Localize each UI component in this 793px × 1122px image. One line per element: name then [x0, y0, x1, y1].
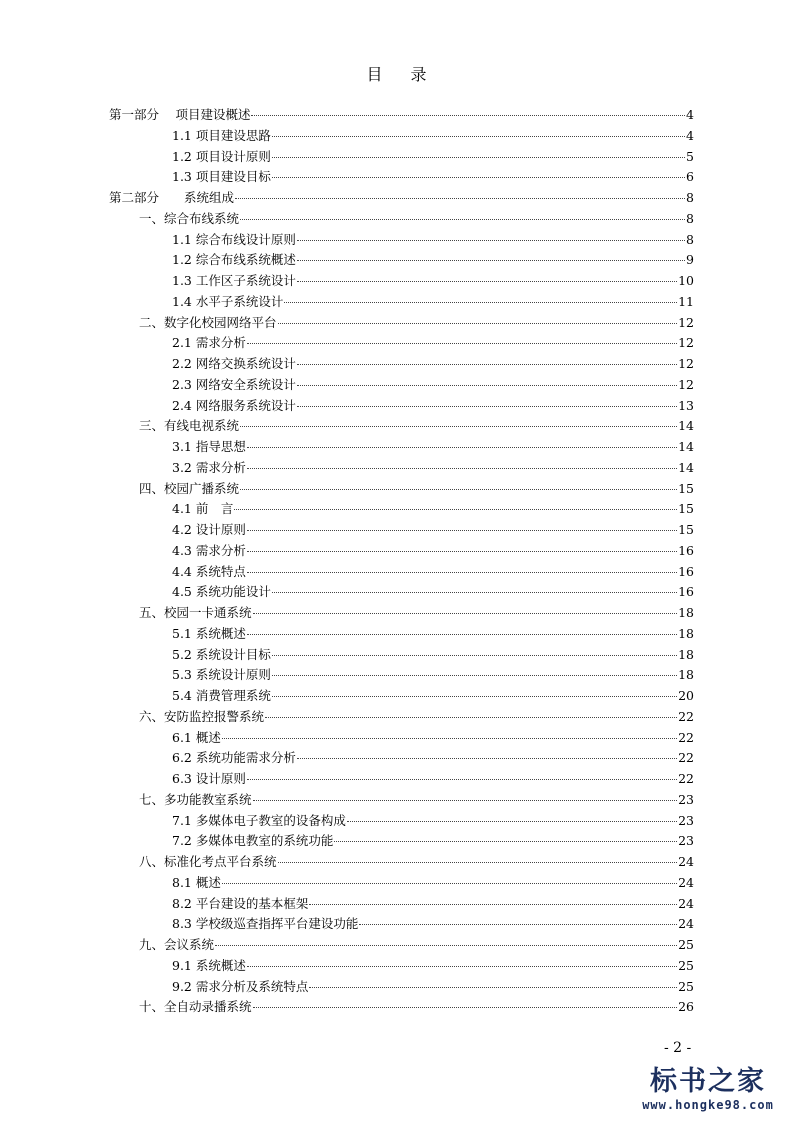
- toc-entry-page: 18: [678, 646, 694, 662]
- watermark-logo: [628, 1066, 788, 1112]
- toc-leader-dots: [247, 343, 677, 344]
- toc-leader-dots: [247, 468, 677, 469]
- toc-entry[interactable]: [109, 831, 694, 852]
- toc-leader-dots: [334, 841, 677, 842]
- toc-entry-page: 10: [678, 273, 694, 288]
- toc-leader-dots: [247, 551, 677, 552]
- toc-entry[interactable]: [109, 769, 694, 790]
- toc-entry[interactable]: [109, 167, 694, 188]
- toc-entry[interactable]: [109, 811, 694, 832]
- toc-leader-dots: [247, 572, 677, 573]
- toc-entry-label: 9.1 系统概述: [172, 957, 246, 973]
- toc-entry-page: 12: [678, 314, 694, 330]
- toc-entry[interactable]: [109, 479, 694, 500]
- toc-entry-label: 1.4 水平子系统设计: [172, 293, 284, 309]
- toc-entry[interactable]: [109, 209, 694, 230]
- toc-entry[interactable]: [109, 748, 694, 769]
- toc-entry[interactable]: [109, 956, 694, 977]
- toc-entry-page: 12: [678, 356, 694, 371]
- toc-entry[interactable]: [109, 665, 694, 686]
- toc-leader-dots: [253, 800, 678, 801]
- toc-entry-page: 15: [678, 480, 694, 496]
- toc-entry[interactable]: [109, 437, 694, 458]
- toc-entry-label: 4.5 系统功能设计: [172, 584, 271, 600]
- toc-entry-page: 26: [678, 999, 694, 1015]
- toc-entry-label: 6.2 系统功能需求分析: [172, 750, 296, 766]
- toc-entry-label: 8.3 学校级巡查指挥平台建设功能: [172, 916, 359, 932]
- toc-entry-page: 6: [686, 169, 694, 185]
- toc-entry[interactable]: [109, 147, 694, 168]
- toc-entry-label: 三、有线电视系统: [139, 418, 240, 434]
- toc-entry[interactable]: [109, 541, 694, 562]
- toc-leader-dots: [247, 966, 677, 967]
- toc-leader-dots: [297, 406, 677, 407]
- toc-entry[interactable]: [109, 499, 694, 520]
- toc-leader-dots: [297, 758, 677, 759]
- toc-entry[interactable]: [109, 105, 694, 126]
- page-title: 目录: [366, 65, 455, 84]
- toc-entry-page: 14: [678, 439, 694, 454]
- toc-leader-dots: [297, 281, 677, 282]
- toc-entry-page: 8: [686, 231, 694, 247]
- toc-entry[interactable]: [109, 126, 694, 147]
- toc-leader-dots: [272, 136, 685, 137]
- toc-entry-page: 23: [678, 833, 694, 849]
- toc-leader-dots: [215, 945, 677, 946]
- toc-leader-dots: [235, 198, 685, 199]
- toc-entry[interactable]: [109, 728, 694, 749]
- toc-leader-dots: [309, 987, 677, 988]
- toc-entry-page: 18: [678, 667, 694, 683]
- toc-entry-label: 第一部分 项目建设概述: [109, 107, 251, 122]
- toc-entry-label: 6.3 设计原则: [172, 771, 246, 786]
- toc-entry[interactable]: [109, 250, 694, 271]
- toc-entry-page: 25: [678, 937, 694, 952]
- toc-entry[interactable]: [109, 396, 694, 417]
- toc-entry-label: 4.4 系统特点: [172, 563, 246, 579]
- toc-entry-page: 8: [686, 210, 694, 226]
- toc-entry-label: 3.2 需求分析: [172, 459, 246, 475]
- toc-entry-label: 5.3 系统设计原则: [172, 667, 271, 683]
- toc-leader-dots: [251, 115, 685, 116]
- table-of-contents: [109, 105, 694, 1018]
- toc-entry-page: 23: [678, 812, 694, 828]
- toc-entry-label: 九、会议系统: [139, 937, 215, 952]
- toc-entry[interactable]: [109, 230, 694, 251]
- toc-leader-dots: [297, 364, 677, 365]
- toc-entry-page: 14: [678, 459, 694, 475]
- toc-entry[interactable]: [109, 582, 694, 603]
- toc-entry[interactable]: [109, 520, 694, 541]
- toc-entry[interactable]: [109, 292, 694, 313]
- toc-entry-page: 8: [686, 190, 694, 205]
- toc-leader-dots: [253, 613, 678, 614]
- toc-entry-label: 一、综合布线系统: [139, 210, 240, 226]
- toc-leader-dots: [222, 738, 677, 739]
- toc-entry[interactable]: [109, 997, 694, 1018]
- toc-leader-dots: [247, 447, 677, 448]
- toc-leader-dots: [272, 696, 677, 697]
- toc-entry-page: 12: [678, 376, 694, 392]
- toc-entry-label: 1.2 项目设计原则: [172, 148, 271, 164]
- toc-entry-label: 2.2 网络交换系统设计: [172, 356, 296, 371]
- toc-entry[interactable]: [109, 977, 694, 998]
- toc-entry-label: 1.2 综合布线系统概述: [172, 252, 296, 268]
- toc-leader-dots: [359, 924, 677, 925]
- toc-leader-dots: [234, 509, 677, 510]
- toc-entry-page: 13: [678, 397, 694, 413]
- toc-entry-page: 22: [678, 729, 694, 745]
- toc-entry-page: 18: [678, 625, 694, 641]
- toc-entry-label: 1.1 项目建设思路: [172, 127, 271, 143]
- toc-entry[interactable]: [109, 562, 694, 583]
- toc-entry-page: 9: [686, 252, 694, 268]
- toc-entry-label: 第二部分 系统组成: [109, 190, 235, 205]
- toc-entry-label: 4.1 前 言: [172, 501, 234, 517]
- toc-leader-dots: [347, 821, 677, 822]
- toc-leader-dots: [297, 385, 677, 386]
- toc-leader-dots: [272, 157, 685, 158]
- toc-entry-label: 二、数字化校园网络平台: [139, 314, 277, 330]
- toc-entry-page: 18: [678, 605, 694, 620]
- toc-entry-label: 1.3 工作区子系统设计: [172, 273, 296, 288]
- toc-entry[interactable]: [109, 375, 694, 396]
- toc-entry-page: 16: [678, 584, 694, 600]
- toc-entry-page: 25: [678, 957, 694, 973]
- toc-entry[interactable]: [109, 271, 694, 292]
- watermark-logo-text: 标书之家: [650, 1066, 766, 1097]
- toc-entry[interactable]: [109, 873, 694, 894]
- toc-entry-label: 八、标准化考点平台系统: [139, 854, 277, 869]
- toc-leader-dots: [278, 323, 678, 324]
- toc-leader-dots: [309, 904, 677, 905]
- toc-entry-label: 5.2 系统设计目标: [172, 646, 271, 662]
- toc-entry-page: 24: [678, 854, 694, 869]
- toc-entry-page: 4: [686, 107, 694, 122]
- toc-leader-dots: [247, 634, 677, 635]
- toc-entry-label: 8.1 概述: [172, 874, 221, 890]
- toc-entry[interactable]: [109, 313, 694, 334]
- toc-leader-dots: [240, 489, 677, 490]
- toc-entry-page: 25: [678, 978, 694, 994]
- toc-leader-dots: [278, 862, 678, 863]
- toc-entry-page: 22: [678, 750, 694, 766]
- toc-entry-page: 11: [678, 293, 694, 309]
- toc-entry-page: 16: [678, 563, 694, 579]
- toc-entry-label: 4.3 需求分析: [172, 542, 246, 558]
- toc-leader-dots: [272, 655, 677, 656]
- toc-entry-label: 四、校园广播系统: [139, 480, 240, 496]
- toc-entry-label: 8.2 平台建设的基本框架: [172, 895, 309, 911]
- toc-leader-dots: [272, 177, 685, 178]
- toc-entry-label: 9.2 需求分析及系统特点: [172, 978, 309, 994]
- toc-entry[interactable]: [109, 914, 694, 935]
- toc-entry-label: 七、多功能教室系统: [139, 791, 252, 807]
- toc-leader-dots: [272, 675, 677, 676]
- toc-entry-page: 12: [678, 335, 694, 351]
- toc-leader-dots: [247, 530, 677, 531]
- toc-entry[interactable]: [109, 603, 694, 624]
- toc-leader-dots: [272, 592, 677, 593]
- page-number: - 2 -: [664, 1040, 692, 1056]
- toc-entry[interactable]: [109, 790, 694, 811]
- toc-entry-label: 1.1 综合布线设计原则: [172, 231, 296, 247]
- toc-entry-label: 十、全自动录播系统: [139, 999, 252, 1015]
- toc-entry-label: 2.3 网络安全系统设计: [172, 376, 296, 392]
- toc-entry[interactable]: [109, 645, 694, 666]
- toc-entry[interactable]: [109, 707, 694, 728]
- toc-entry-label: 3.1 指导思想: [172, 439, 246, 454]
- toc-entry-label: 6.1 概述: [172, 729, 221, 745]
- toc-entry[interactable]: [109, 354, 694, 375]
- toc-entry-label: 1.3 项目建设目标: [172, 169, 271, 185]
- toc-entry-page: 15: [678, 522, 694, 537]
- toc-entry-label: 2.1 需求分析: [172, 335, 246, 351]
- toc-leader-dots: [247, 779, 677, 780]
- toc-entry-page: 16: [678, 542, 694, 558]
- toc-leader-dots: [265, 717, 677, 718]
- toc-leader-dots: [240, 426, 677, 427]
- toc-leader-dots: [297, 260, 685, 261]
- toc-entry-label: 六、安防监控报警系统: [139, 708, 265, 724]
- toc-entry-label: 5.4 消费管理系统: [172, 688, 271, 703]
- toc-entry[interactable]: [109, 188, 694, 209]
- toc-entry[interactable]: [109, 624, 694, 645]
- toc-entry[interactable]: [109, 852, 694, 873]
- toc-leader-dots: [297, 240, 685, 241]
- toc-entry-page: 14: [678, 418, 694, 434]
- toc-entry-page: 20: [678, 688, 694, 703]
- toc-leader-dots: [284, 302, 677, 303]
- toc-entry-page: 23: [678, 791, 694, 807]
- toc-entry-page: 4: [686, 127, 694, 143]
- toc-entry-page: 24: [678, 916, 694, 932]
- toc-entry[interactable]: [109, 894, 694, 915]
- toc-entry-label: 2.4 网络服务系统设计: [172, 397, 296, 413]
- toc-entry-page: 24: [678, 895, 694, 911]
- toc-entry[interactable]: [109, 686, 694, 707]
- toc-entry[interactable]: [109, 458, 694, 479]
- toc-entry-page: 15: [678, 501, 694, 517]
- toc-entry-page: 22: [678, 771, 694, 786]
- toc-entry-page: 24: [678, 874, 694, 890]
- toc-entry-page: 5: [686, 148, 694, 164]
- toc-entry-label: 5.1 系统概述: [172, 625, 246, 641]
- toc-entry[interactable]: [109, 333, 694, 354]
- toc-leader-dots: [240, 219, 685, 220]
- toc-leader-dots: [222, 883, 677, 884]
- watermark-url: www.hongke98.com: [642, 1098, 774, 1112]
- toc-entry[interactable]: [109, 935, 694, 956]
- toc-entry-label: 五、校园一卡通系统: [139, 605, 252, 620]
- toc-leader-dots: [253, 1007, 678, 1008]
- toc-entry-label: 7.1 多媒体电子教室的设备构成: [172, 812, 346, 828]
- toc-entry[interactable]: [109, 416, 694, 437]
- toc-entry-page: 22: [678, 708, 694, 724]
- toc-entry-label: 7.2 多媒体电教室的系统功能: [172, 833, 334, 849]
- toc-entry-label: 4.2 设计原则: [172, 522, 246, 537]
